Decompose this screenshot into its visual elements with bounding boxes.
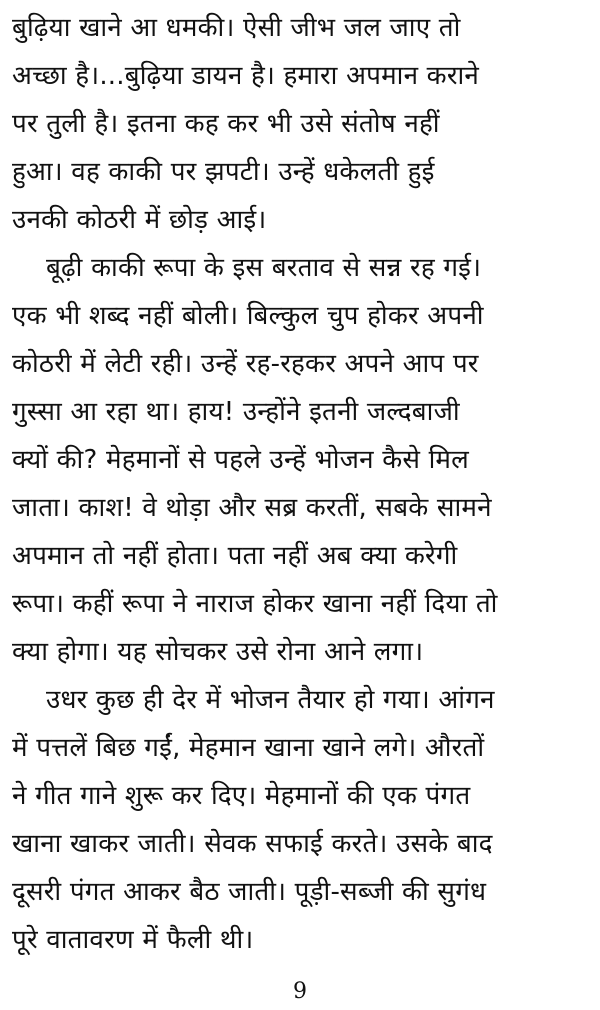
text-line: पूरे वातावरण में फैली थी।	[12, 925, 254, 955]
text-line: हुआ। वह काकी पर झपटी। उन्हें धकेलती हुई	[12, 157, 435, 187]
text-line: उनकी कोठरी में छोड़ आई।	[12, 205, 267, 235]
paragraph-start-line: उधर कुछ ही देर में भोजन तैयार हो गया। आंगन	[46, 685, 495, 715]
text-line: गुस्सा आ रहा था। हाय! उन्होंने इतनी जल्दबाजी	[12, 397, 460, 427]
page-number: 9	[293, 979, 307, 1004]
text-line: एक भी शब्द नहीं बोली। बिल्कुल चुप होकर अपनी	[12, 301, 484, 331]
text-line: रूपा। कहीं रूपा ने नाराज होकर खाना नहीं दिया तो	[12, 589, 498, 619]
text-line: जाता। काश! वे थोड़ा और सब्र करतीं, सबके सामने	[12, 493, 492, 523]
body-text	[12, 4, 592, 964]
text-line: क्या होगा। यह सोचकर उसे रोना आने लगा।	[12, 637, 424, 667]
text-line: पर तुली है। इतना कह कर भी उसे संतोष नहीं	[12, 109, 440, 139]
paragraph-start-line: बूढ़ी काकी रूपा के इस बरताव से सन्न रह गई।	[46, 253, 482, 283]
text-line: दूसरी पंगत आकर बैठ जाती। पूड़ी-सब्जी की सुगंध	[12, 877, 487, 907]
text-line: क्यों की? मेहमानों से पहले उन्हें भोजन कैसे मिल	[12, 445, 469, 475]
text-line: बुढ़िया खाने आ धमकी। ऐसी जीभ जल जाए तो	[12, 13, 461, 43]
text-line: में पत्तलें बिछ गईं, मेहमान खाना खाने लगे। औरतों	[12, 733, 485, 763]
text-line: अच्छा है।...बुढ़िया डायन है। हमारा अपमान कराने	[12, 61, 480, 91]
text-line: अपमान तो नहीं होता। पता नहीं अब क्या करेगी	[12, 541, 458, 571]
text-line: कोठरी में लेटी रही। उन्हें रह-रहकर अपने आप पर	[12, 349, 479, 379]
text-line: खाना खाकर जाती। सेवक सफाई करते। उसके बाद	[12, 829, 493, 859]
text-line: ने गीत गाने शुरू कर दिए। मेहमानों की एक पंगत	[12, 781, 471, 811]
